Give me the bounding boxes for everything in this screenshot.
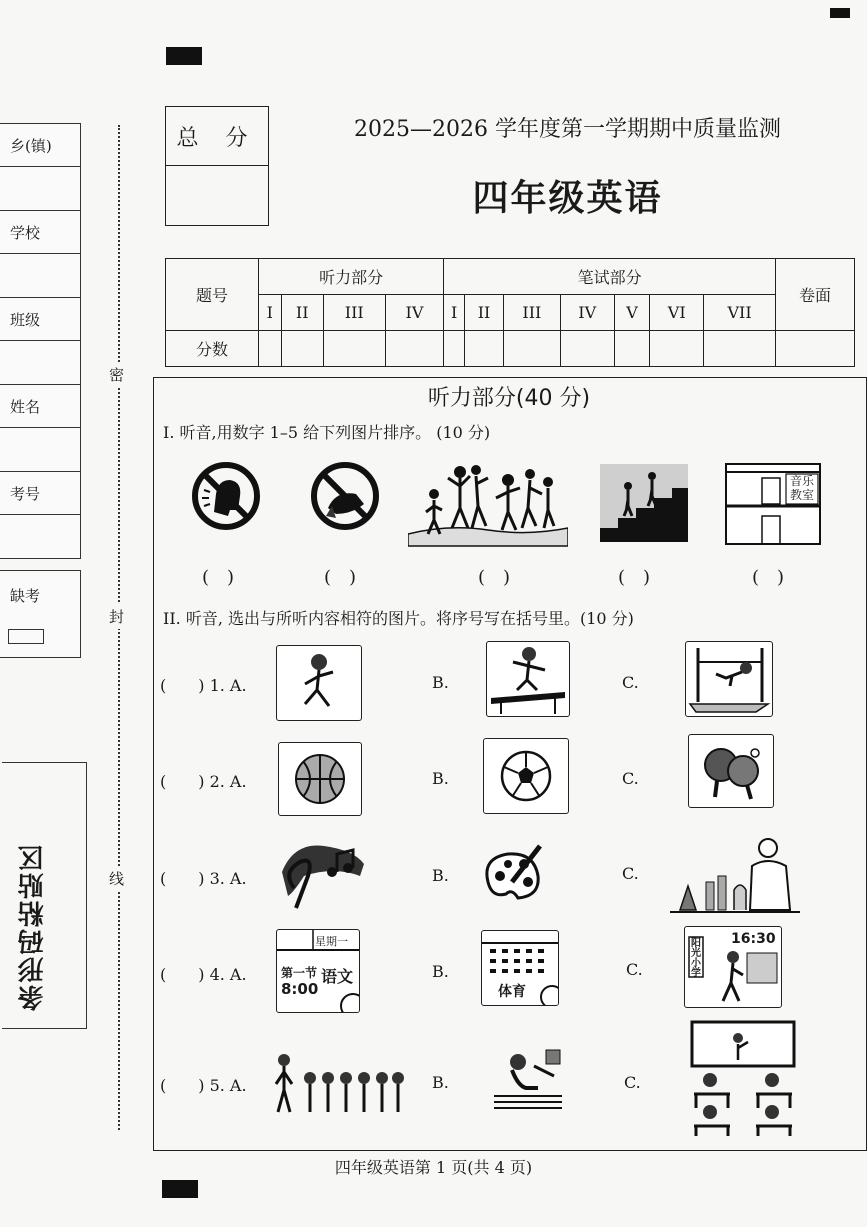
score-cell[interactable] bbox=[444, 331, 465, 367]
field-exam-number-blank[interactable] bbox=[0, 515, 80, 558]
part1-answer-blank[interactable]: ( ) bbox=[478, 567, 511, 588]
school-sign: 阳光小学 bbox=[691, 938, 701, 979]
total-score-blank[interactable] bbox=[166, 166, 268, 224]
score-cell[interactable] bbox=[385, 331, 444, 367]
student-info-box bbox=[0, 123, 81, 559]
schedule-a-subject: 语文 bbox=[321, 967, 354, 986]
schedule-b-subject: 体育 bbox=[498, 984, 526, 1000]
col-header: IV bbox=[385, 295, 444, 331]
score-cell[interactable] bbox=[776, 331, 855, 367]
field-exam-number bbox=[0, 472, 80, 515]
registration-mark-bottom bbox=[162, 1180, 198, 1198]
col-header: I bbox=[259, 295, 282, 331]
no-noise-sign-image bbox=[190, 460, 262, 532]
exam-title: 2025—2026 学年度第一学期期中质量监测 bbox=[354, 117, 781, 142]
option-b-label: B. bbox=[432, 769, 449, 788]
section-title: 听力部分(40 分) bbox=[427, 386, 591, 411]
item-1-option-a-running-girl-image[interactable] bbox=[276, 645, 362, 721]
score-cell[interactable] bbox=[650, 331, 704, 367]
item-5-number[interactable]: ( ) 5. A. bbox=[160, 1076, 247, 1095]
item-5-option-c-classroom-image[interactable] bbox=[686, 1020, 800, 1136]
option-c-label: C. bbox=[624, 1073, 641, 1092]
field-school-blank[interactable] bbox=[0, 254, 80, 298]
score-cell[interactable] bbox=[323, 331, 385, 367]
field-label: 考号 bbox=[10, 484, 41, 503]
score-cell[interactable] bbox=[259, 331, 282, 367]
part1-instruction: I. 听音,用数字 1–5 给下列图片排序。 (10 分) bbox=[163, 423, 491, 442]
option-c-label: C. bbox=[622, 673, 639, 692]
field-name bbox=[0, 385, 80, 428]
item-4-option-b-calendar-image[interactable] bbox=[481, 930, 559, 1006]
option-c-label: C. bbox=[626, 960, 643, 979]
field-class-blank[interactable] bbox=[0, 341, 80, 385]
item-2-option-c-ping-pong-image[interactable] bbox=[688, 734, 774, 808]
stairs-walking-image bbox=[600, 464, 688, 542]
item-3-option-b-art-palette-image[interactable] bbox=[478, 838, 548, 908]
col-header: III bbox=[503, 295, 560, 331]
item-5-option-a-pe-class-image[interactable] bbox=[270, 1050, 406, 1114]
score-cell[interactable] bbox=[465, 331, 504, 367]
registration-mark-top bbox=[166, 47, 202, 65]
part1-answer-blank[interactable]: ( ) bbox=[202, 567, 235, 588]
item-2-option-a-basketball-image[interactable] bbox=[278, 742, 362, 816]
score-table-row2-label: 分数 bbox=[166, 331, 259, 367]
col-header: V bbox=[614, 295, 650, 331]
part2-instruction: II. 听音, 选出与所听内容相符的图片。将序号写在括号里。(10 分) bbox=[163, 609, 634, 628]
barcode-label: 条形码粘贴区 bbox=[18, 843, 48, 1011]
listening-header: 听力部分 bbox=[259, 259, 444, 295]
total-score-box bbox=[165, 106, 269, 226]
score-cell[interactable] bbox=[614, 331, 650, 367]
field-township-blank[interactable] bbox=[0, 167, 80, 211]
field-label: 班级 bbox=[10, 310, 41, 329]
col-header: II bbox=[281, 295, 323, 331]
score-cell[interactable] bbox=[704, 331, 776, 367]
item-2-option-b-football-image[interactable] bbox=[483, 738, 569, 814]
item-2-number[interactable]: ( ) 2. A. bbox=[160, 772, 247, 791]
item-1-option-c-jump-image[interactable] bbox=[685, 641, 773, 717]
col-header: VII bbox=[704, 295, 776, 331]
score-table-row1-label: 题号 bbox=[166, 259, 259, 331]
field-class bbox=[0, 298, 80, 341]
no-drinking-sign-image bbox=[306, 460, 384, 532]
paper-header: 卷面 bbox=[776, 259, 855, 331]
schedule-a-period: 第一节 bbox=[281, 966, 318, 980]
col-header: I bbox=[444, 295, 465, 331]
col-header: II bbox=[465, 295, 504, 331]
item-4-option-c-clock-school-image[interactable] bbox=[684, 926, 782, 1008]
option-b-label: B. bbox=[432, 1073, 449, 1092]
option-c-label: C. bbox=[622, 864, 639, 883]
item-4-option-a-schedule-image[interactable] bbox=[276, 929, 360, 1013]
absent-checkbox[interactable] bbox=[8, 629, 44, 644]
score-cell[interactable] bbox=[281, 331, 323, 367]
score-cell[interactable] bbox=[503, 331, 560, 367]
item-3-option-a-music-notes-image[interactable] bbox=[274, 832, 370, 912]
field-label: 乡(镇) bbox=[10, 136, 52, 155]
option-c-label: C. bbox=[622, 769, 639, 788]
children-playing-image bbox=[408, 458, 568, 548]
part1-answer-blank[interactable]: ( ) bbox=[752, 567, 785, 588]
absent-label: 缺考 bbox=[10, 587, 41, 605]
col-header: VI bbox=[650, 295, 704, 331]
score-table bbox=[165, 258, 855, 367]
total-score-label: 总 分 bbox=[166, 107, 268, 166]
col-header: III bbox=[323, 295, 385, 331]
part1-answer-blank[interactable]: ( ) bbox=[618, 567, 651, 588]
writing-header: 笔试部分 bbox=[444, 259, 776, 295]
seal-char-mi: 密 bbox=[109, 362, 124, 387]
clock-time: 16:30 bbox=[731, 931, 776, 947]
barcode-area bbox=[2, 762, 87, 1029]
item-1-number[interactable]: ( ) 1. A. bbox=[160, 676, 247, 695]
option-b-label: B. bbox=[432, 962, 449, 981]
seal-char-feng: 封 bbox=[109, 604, 124, 629]
item-5-option-b-reading-image[interactable] bbox=[490, 1046, 566, 1114]
subject-title: 四年级英语 bbox=[472, 178, 663, 219]
item-4-number[interactable]: ( ) 4. A. bbox=[160, 965, 247, 984]
item-1-option-b-balance-beam-image[interactable] bbox=[486, 641, 570, 717]
seal-char-xian: 线 bbox=[109, 866, 124, 891]
field-label: 学校 bbox=[10, 223, 41, 242]
field-label: 姓名 bbox=[10, 397, 41, 416]
schedule-a-header: 星期一 bbox=[315, 935, 348, 948]
field-name-blank[interactable] bbox=[0, 428, 80, 472]
col-header: IV bbox=[560, 295, 614, 331]
field-school bbox=[0, 211, 80, 254]
field-township bbox=[0, 124, 80, 167]
music-classroom-image bbox=[724, 462, 822, 546]
schedule-a-time: 8:00 bbox=[281, 980, 319, 998]
option-b-label: B. bbox=[432, 673, 449, 692]
option-b-label: B. bbox=[432, 866, 449, 885]
score-cell[interactable] bbox=[560, 331, 614, 367]
page-footer: 四年级英语第 1 页(共 4 页) bbox=[334, 1158, 533, 1177]
classroom-sign-text: 音乐教室 bbox=[789, 474, 814, 502]
item-3-option-c-science-teacher-image[interactable] bbox=[670, 830, 802, 914]
registration-mark-corner bbox=[830, 8, 850, 18]
part1-answer-blank[interactable]: ( ) bbox=[324, 567, 357, 588]
item-3-number[interactable]: ( ) 3. A. bbox=[160, 869, 247, 888]
absent-box bbox=[0, 570, 81, 658]
